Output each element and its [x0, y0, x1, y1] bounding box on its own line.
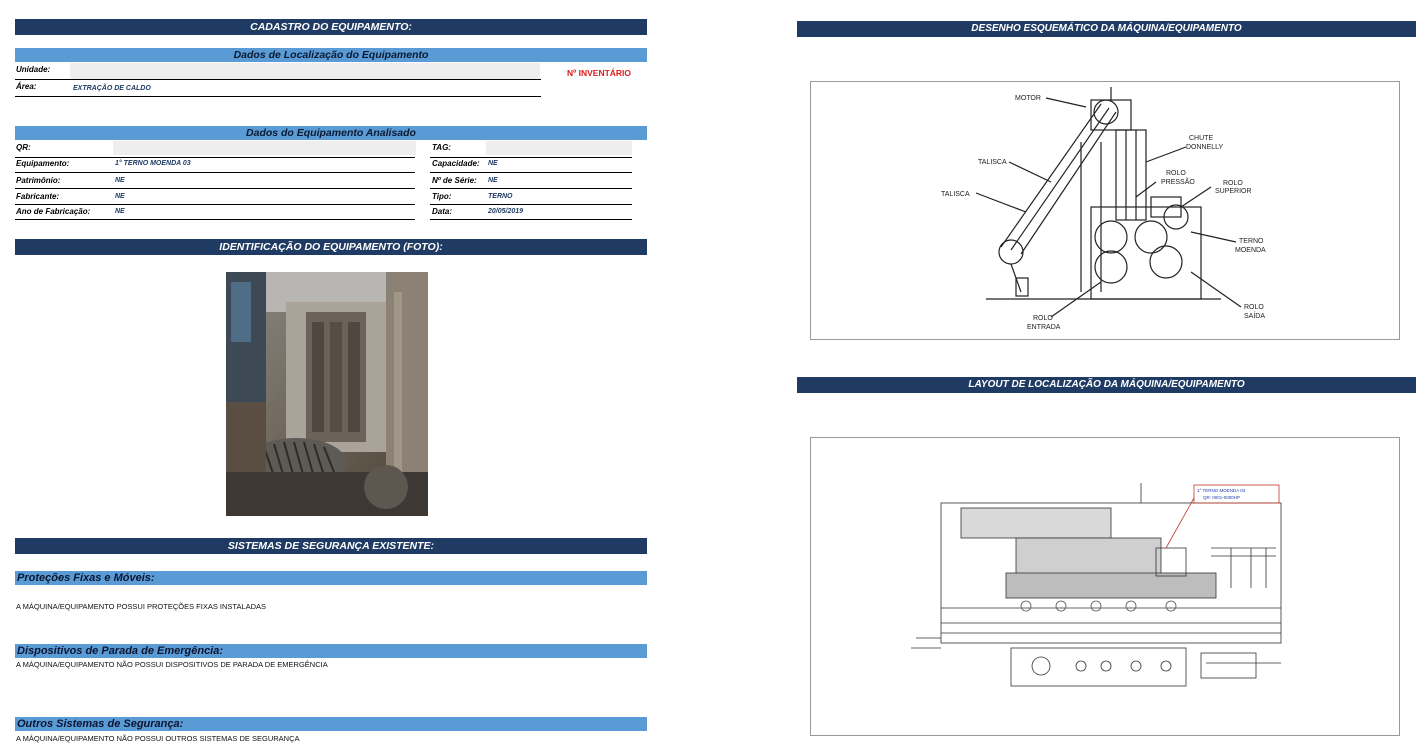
- schematic-drawing: [811, 82, 1399, 339]
- label-chute-2: DONNELLY: [1186, 144, 1224, 151]
- label-terno-moenda-2: MOENDA: [1235, 247, 1266, 254]
- row-underline: [430, 204, 632, 205]
- fixed-guards-title: Proteções Fixas e Móveis:: [15, 571, 647, 585]
- qr-value-field: [113, 141, 416, 155]
- label-rolo-superior-1: ROLO: [1223, 180, 1243, 187]
- area-value: EXTRAÇÃO DE CALDO: [73, 85, 151, 92]
- label-rolo-saida-2: SAÍDA: [1244, 313, 1266, 320]
- fabricante-label: Fabricante:: [16, 192, 60, 201]
- other-systems-title: Outros Sistemas de Segurança:: [15, 717, 647, 731]
- row-underline: [15, 204, 415, 205]
- layout-callout-1: 1° TERNO MOENDA 03: [1197, 488, 1246, 493]
- area-underline: [15, 96, 541, 97]
- cadastro-title: CADASTRO DO EQUIPAMENTO:: [15, 19, 647, 35]
- emergency-stop-text: A MÁQUINA/EQUIPAMENTO NÃO POSSUI DISPOSITIVOS DE PARADA DE EMERGÊNCIA: [16, 660, 328, 669]
- equipment-value: 1° TERNO MOENDA 03: [115, 160, 191, 167]
- unit-underline: [15, 79, 541, 80]
- fabricante-value: NE: [115, 193, 125, 200]
- label-rolo-pressao-1: ROLO: [1166, 170, 1186, 177]
- equipment-photo: [226, 272, 428, 516]
- layout-title: LAYOUT DE LOCALIZAÇÃO DA MÁQUINA/EQUIPAMENTO: [797, 377, 1416, 393]
- unit-label: Unidade:: [16, 65, 51, 74]
- area-label: Área:: [16, 82, 37, 91]
- label-talisca-2: TALISCA: [941, 191, 970, 198]
- layout-frame: [810, 437, 1400, 736]
- equipment-label: Equipamento:: [16, 159, 70, 168]
- schematic-frame: [810, 81, 1400, 340]
- serie-label: Nº de Série:: [432, 176, 477, 185]
- label-terno-moenda-1: TERNO: [1239, 238, 1264, 245]
- layout-callout-2: QR: 0001-0000HP: [1203, 495, 1241, 500]
- ano-fabricacao-value: NE: [115, 208, 125, 215]
- tag-label: TAG:: [432, 143, 451, 152]
- label-chute-1: CHUTE: [1189, 135, 1214, 142]
- label-rolo-entrada-2: ENTRADA: [1027, 324, 1061, 331]
- row-underline: [430, 188, 632, 189]
- emergency-stop-title: Dispositivos de Parada de Emergência:: [15, 644, 647, 658]
- patrimonio-label: Patrimônio:: [16, 176, 61, 185]
- other-systems-text: A MÁQUINA/EQUIPAMENTO NÃO POSSUI OUTROS SISTEMAS DE SEGURANÇA: [16, 734, 300, 743]
- patrimonio-value: NE: [115, 177, 125, 184]
- row-underline: [430, 219, 632, 220]
- data-value: 20/05/2019: [488, 208, 524, 215]
- unit-value-field: [70, 63, 540, 79]
- label-rolo-saida-1: ROLO: [1244, 304, 1264, 311]
- tipo-label: Tipo:: [432, 192, 452, 201]
- capacidade-value: NE: [488, 160, 498, 167]
- label-talisca-1: TALISCA: [978, 159, 1007, 166]
- label-motor: MOTOR: [1015, 95, 1041, 102]
- inventory-label: Nº INVENTÁRIO: [567, 68, 632, 78]
- row-underline: [15, 157, 415, 158]
- row-underline: [430, 172, 632, 173]
- equipment-section-title: Dados do Equipamento Analisado: [15, 126, 647, 140]
- photo-section-title: IDENTIFICAÇÃO DO EQUIPAMENTO (FOTO):: [15, 239, 647, 255]
- row-underline: [15, 172, 415, 173]
- row-underline: [430, 157, 632, 158]
- row-underline: [15, 219, 415, 220]
- label-rolo-superior-2: SUPERIOR: [1215, 188, 1252, 195]
- label-rolo-entrada-1: ROLO: [1033, 315, 1053, 322]
- capacidade-label: Capacidade:: [432, 159, 480, 168]
- tag-value-field: [486, 141, 632, 155]
- location-section-title: Dados de Localização do Equipamento: [15, 48, 647, 62]
- data-label: Data:: [432, 207, 453, 216]
- tipo-value: TERNO: [488, 193, 513, 200]
- qr-label: QR:: [16, 143, 31, 152]
- serie-value: NE: [488, 177, 498, 184]
- safety-section-title: SISTEMAS DE SEGURANÇA EXISTENTE:: [15, 538, 647, 554]
- layout-drawing: [811, 438, 1399, 735]
- fixed-guards-text: A MÁQUINA/EQUIPAMENTO POSSUI PROTEÇÕES FIXAS INSTALADAS: [16, 602, 267, 611]
- row-underline: [15, 188, 415, 189]
- label-rolo-pressao-2: PRESSÃO: [1161, 179, 1195, 186]
- schematic-title: DESENHO ESQUEMÁTICO DA MÁQUINA/EQUIPAMENTO: [797, 21, 1416, 37]
- ano-fabricacao-label: Ano de Fabricação:: [16, 207, 91, 216]
